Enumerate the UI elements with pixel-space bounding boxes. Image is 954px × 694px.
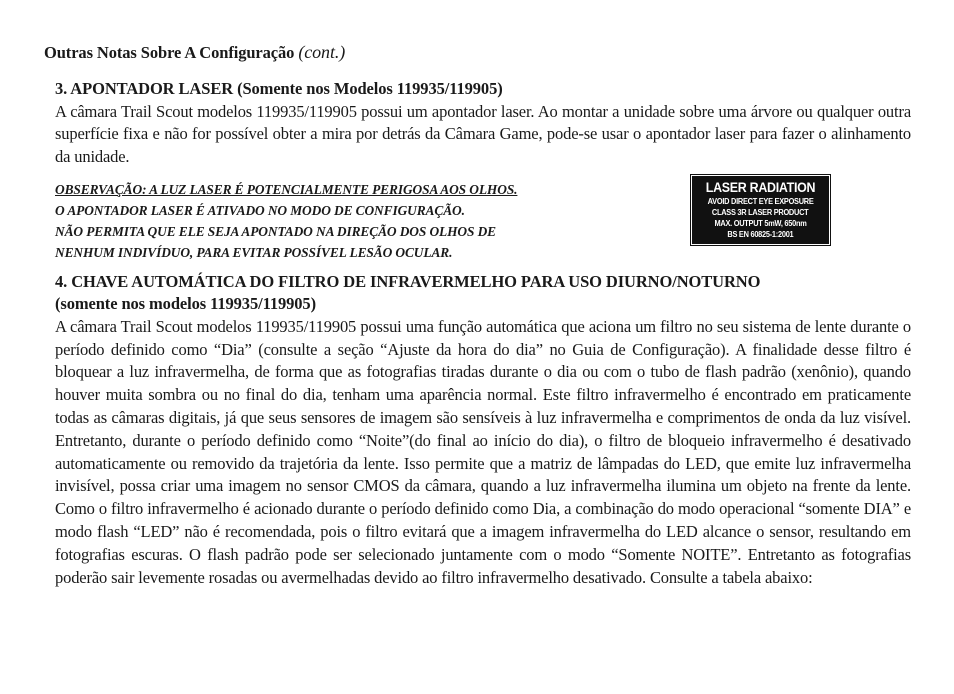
header-cont: (cont.) xyxy=(298,42,346,62)
laser-radiation-label xyxy=(692,176,829,244)
section4-body: A câmara Trail Scout modelos 119935/119905 possui uma função automática que aciona um filtro no seu sistema de lente durante o período definido como “Dia” (consulte a seção “Ajuste da hora do dia” no Guia de Configuração). A finalidade desse filtro é bloquear a luz infravermelha, de forma que as fotografias tiradas durante o dia ou com o tubo de flash padrão (xenônio), quando houver muita sombra ou no final do dia, tenham uma aparência normal. Este filtro infravermelho é encontrado em praticamente todas as câmaras digitais, já que seus sensores de imagem são sensíveis à luz infravermelha e comprimentos de onda da luz visível. Entretanto, durante o período definido como “Noite”(do final ao início do dia), o filtro de bloqueio infravermelho é desativado automaticamente ou removido da trajetória da lente. Isso permite que a matriz de lâmpadas do LED, que emite luz infravermelha invisível, possa criar uma imagem no sensor CMOS da câmara, quando a luz infravermelha ilumina um objeto na frente da lente. Como o filtro infravermelho é acionado durante o período definido como Dia, a combinação do modo operacional “somente DIA” e modo flash “LED” não é recomendada, pois o filtro evitará que a imagem infravermelha do LED alcance o sensor, resultando em fotografias escuras. O flash padrão pode ser selecionado juntamente com o modo “Somente NOITE”. Entretanto as fotografias poderão sair levemente rosadas ou avermelhadas devido ao filtro infravermelho desativado. Consulte a tabela abaixo: xyxy=(55,316,911,587)
section-laser-pointer xyxy=(55,78,911,169)
note-line-4: NENHUM INDIVÍDUO, PARA EVITAR POSSÍVEL LESÃO OCULAR. xyxy=(55,244,453,260)
section-ir-filter xyxy=(55,271,911,590)
laser-label-line-2: CLASS 3R LASER PRODUCT xyxy=(712,206,809,217)
section4-heading-line-1: 4. CHAVE AUTOMÁTICA DO FILTRO DE INFRAVERMELHO PARA USO DIURNO/NOTURNO xyxy=(55,271,761,291)
note-line-3: NÃO PERMITA QUE ELE SEJA APONTADO NA DIREÇÃO DOS OLHOS DE xyxy=(55,223,497,239)
laser-label-line-3: MAX. OUTPUT 5mW, 650nm xyxy=(714,217,807,228)
warning-row xyxy=(55,179,911,263)
page-content xyxy=(55,78,911,589)
laser-warning-note xyxy=(55,179,655,263)
page-header xyxy=(44,42,345,63)
note-line-1: OBSERVAÇÃO: A LUZ LASER É POTENCIALMENTE PERIGOSA AOS OLHOS. xyxy=(55,181,518,197)
section3-heading: 3. APONTADOR LASER (Somente nos Modelos 119935/119905) xyxy=(55,79,503,98)
laser-label-line-4: BS EN 60825-1:2001 xyxy=(727,228,794,239)
laser-label-line-1: AVOID DIRECT EYE EXPOSURE xyxy=(707,195,814,206)
laser-label-title: LASER RADIATION xyxy=(705,179,816,195)
note-line-2: O APONTADOR LASER É ATIVADO NO MODO DE CONFIGURAÇÃO. xyxy=(55,202,465,218)
section3-body: A câmara Trail Scout modelos 119935/119905 possui um apontador laser. Ao montar a unidade sobre uma árvore ou qualquer outra superfície fixa e não for possível obter a mira por detrás da Câmara Game, pode-se usar o apontador laser para fazer o alinhamento da unidade. xyxy=(55,101,911,167)
header-title: Outras Notas Sobre A Configuração xyxy=(44,43,295,62)
section4-heading-line-2: (somente nos modelos 119935/119905) xyxy=(55,294,316,314)
